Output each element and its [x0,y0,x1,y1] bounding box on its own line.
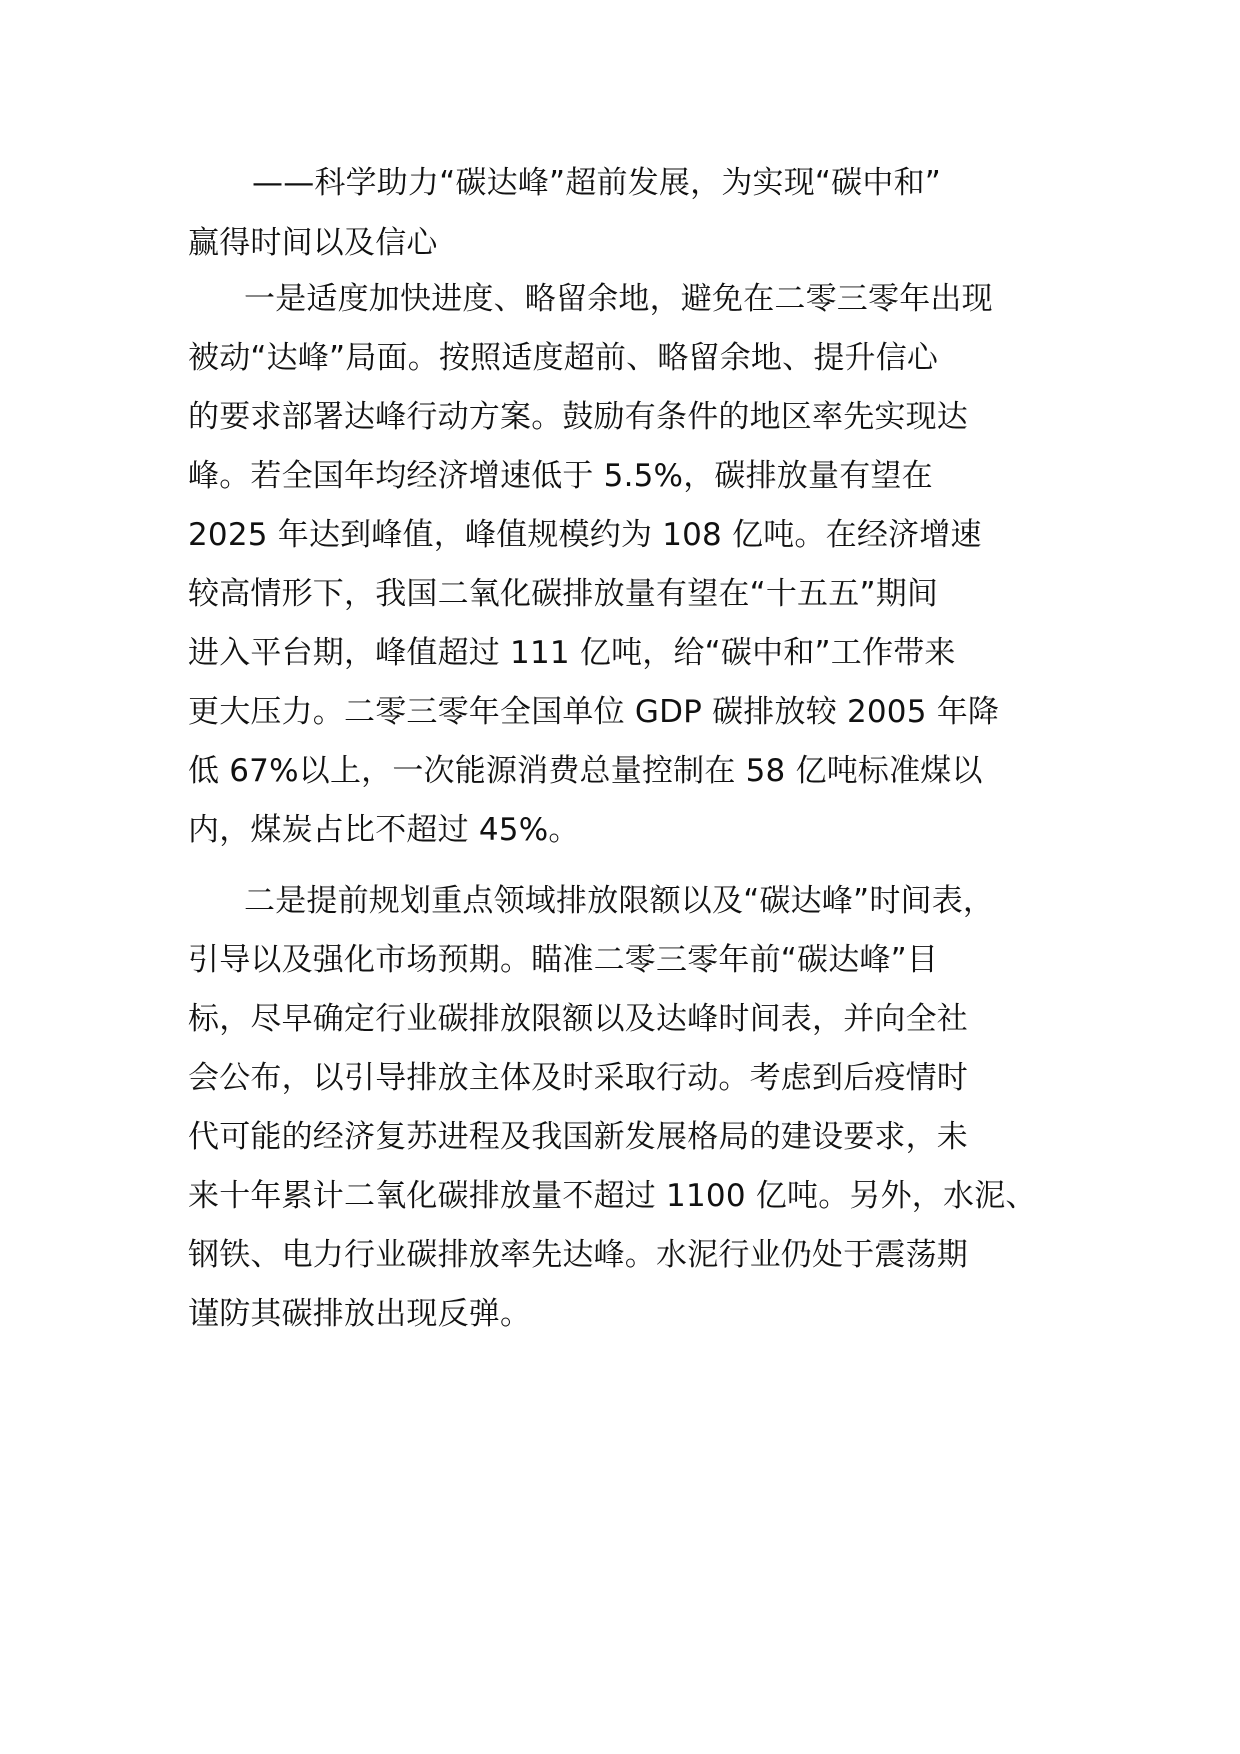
paragraph-2-line: 引导以及强化市场预期。瞄准二零三零年前“碳达峰”目 [188,942,939,978]
paragraph-2-line: 钢铁、电力行业碳排放率先达峰。水泥行业仍处于震荡期 [188,1237,968,1273]
heading-line-2: 赢得时间以及信心 [188,225,438,261]
paragraph-2-line: 二是提前规划重点领域排放限额以及“碳达峰”时间表， [244,883,995,919]
section-heading [188,153,1088,273]
paragraph-1-line: 峰。若全国年均经济增速低于 5.5%，碳排放量有望在 [188,458,933,494]
paragraph-1-line: 较高情形下，我国二氧化碳排放量有望在“十五五”期间 [188,576,939,612]
paragraph-2-line: 会公布，以引导排放主体及时采取行动。考虑到后疫情时 [188,1060,968,1096]
paragraph-1-line: 被动“达峰”局面。按照适度超前、略留余地、提升信心 [188,340,939,376]
paragraph-1-line: 低 67%以上，一次能源消费总量控制在 58 亿吨标准煤以 [188,753,983,789]
paragraph-1-line: 进入平台期，峰值超过 111 亿吨，给“碳中和”工作带来 [188,635,956,671]
paragraph-1-line: 内，煤炭占比不超过 45%。 [188,812,580,848]
paragraph-2-line: 标，尽早确定行业碳排放限额以及达峰时间表，并向全社 [188,1001,968,1037]
paragraph-2-line: 谨防其碳排放出现反弹。 [188,1296,532,1332]
paragraph-1-line: 一是适度加快进度、略留余地，避免在二零三零年出现 [244,281,993,317]
paragraph-1-line: 2025 年达到峰值，峰值规模约为 108 亿吨。在经济增速 [188,517,982,553]
paragraph-2-line: 代可能的经济复苏进程及我国新发展格局的建设要求，未 [188,1119,968,1155]
paragraph-2 [188,872,1088,1344]
paragraph-2-line: 来十年累计二氧化碳排放量不超过 1100 亿吨。另外，水泥、 [188,1178,1037,1214]
paragraph-1 [188,270,1088,860]
paragraph-1-line: 更大压力。二零三零年全国单位 GDP 碳排放较 2005 年降 [188,694,1000,730]
paragraph-1-line: 的要求部署达峰行动方案。鼓励有条件的地区率先实现达 [188,399,968,435]
heading-line-1: ——科学助力“碳达峰”超前发展，为实现“碳中和” [252,165,942,201]
